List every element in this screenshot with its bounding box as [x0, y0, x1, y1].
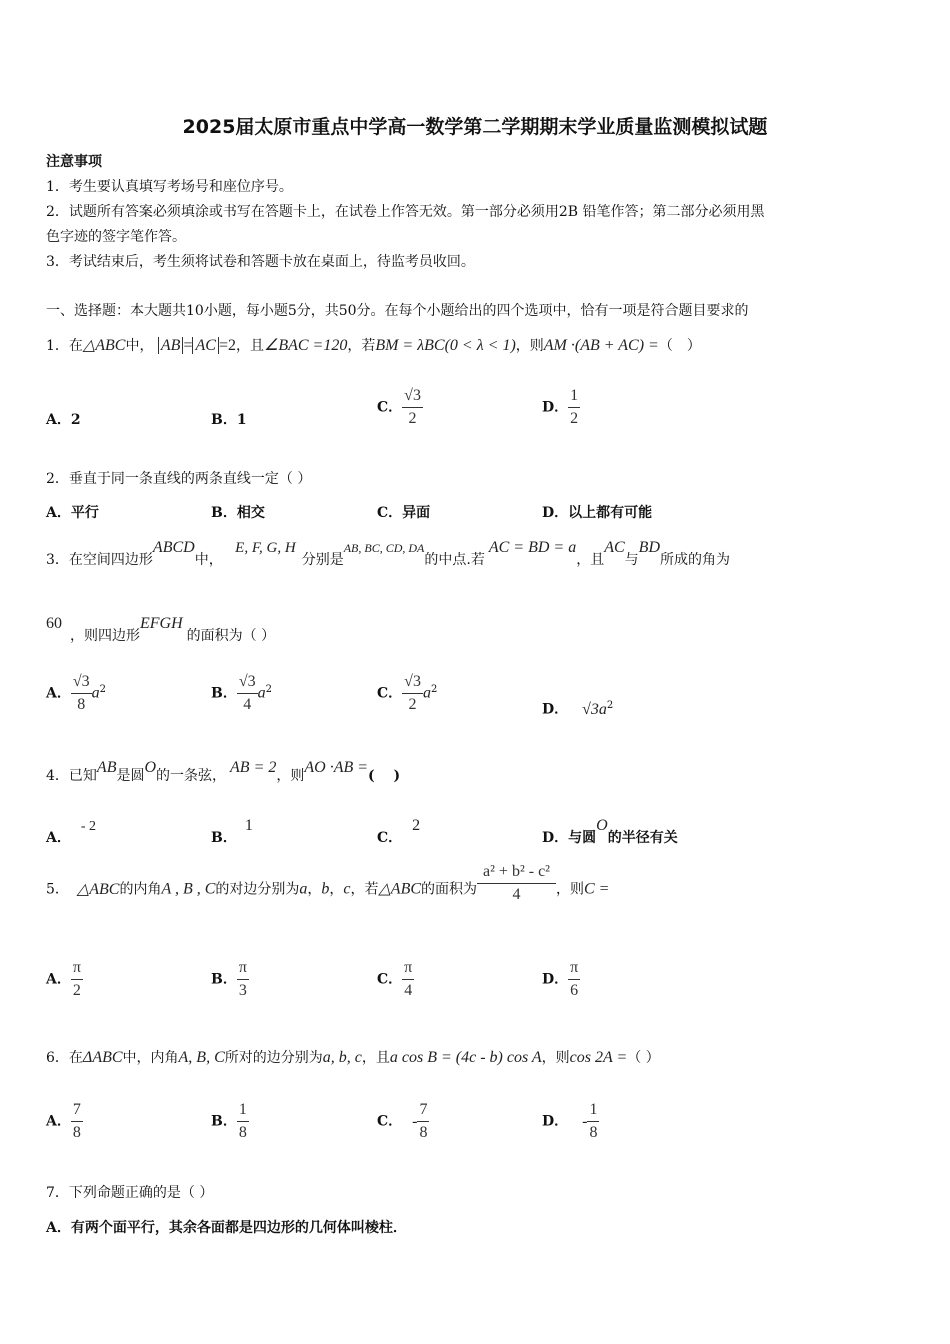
q1-option-a[interactable]: [46, 410, 81, 430]
q6-angles: A, B, C: [178, 1049, 225, 1066]
q5-a: a: [299, 880, 308, 898]
question-1: [46, 336, 701, 356]
numerator: π: [72, 959, 81, 976]
option-fraction: [402, 958, 414, 1001]
q1-am: AM ·(AB + AC) =: [543, 337, 659, 354]
q4-dot: AO ·AB =: [304, 759, 369, 776]
notice-item-1: 1．考生要认真填写考场号和座位序号。: [46, 179, 293, 195]
q3-points: E, F, G, H: [235, 540, 296, 556]
option-value: 1: [236, 412, 247, 428]
numerator: a² + b² - c²: [483, 863, 550, 880]
comma: ，: [307, 881, 322, 898]
question-3-cont: [46, 614, 276, 644]
q5-text: 的面积为: [421, 881, 478, 898]
q2-option-a[interactable]: A．平行: [46, 505, 99, 521]
q1-text: ，则: [515, 338, 544, 354]
q5-angles: A , B , C: [161, 880, 216, 898]
option-label: B．: [211, 971, 237, 988]
q4-option-b[interactable]: [211, 816, 253, 846]
comma: ，: [329, 881, 344, 898]
option-value: 2: [412, 817, 421, 834]
q3-text: 与: [624, 552, 639, 568]
option-value: 2: [70, 412, 81, 428]
q7-option-a[interactable]: A．有两个面平行，其余各面都是四边形的几何体叫棱柱．: [46, 1220, 407, 1236]
q5-triangle: △ABC: [378, 880, 422, 898]
denominator: 2: [570, 410, 579, 427]
question-4: [46, 758, 401, 784]
q3-option-b[interactable]: [211, 672, 272, 715]
q1-option-d[interactable]: [542, 386, 580, 429]
option-fraction: [417, 1100, 429, 1143]
q3-text: 的中点.若: [424, 552, 485, 568]
denominator: 4: [512, 886, 521, 903]
q4-eq: AB = 2: [230, 759, 277, 776]
numerator: √3: [404, 387, 421, 404]
exponent: 2: [265, 683, 272, 695]
var-a: a: [422, 684, 431, 702]
option-fraction: [71, 672, 92, 715]
q4-text: ，则: [276, 768, 305, 784]
option-fraction: [71, 1100, 83, 1143]
numerator: π: [570, 959, 579, 976]
q4-option-d[interactable]: [542, 816, 678, 846]
option-label: C．: [377, 1113, 403, 1130]
numerator: 1: [570, 387, 579, 404]
option-value: 1: [244, 817, 253, 834]
q5-area-fraction: [477, 862, 556, 905]
denominator: 3: [238, 982, 247, 999]
q1-triangle: △ABC: [82, 337, 126, 354]
option-label: D．: [542, 1113, 569, 1130]
numerator: π: [238, 959, 247, 976]
denominator: 8: [419, 1124, 428, 1141]
denominator: 2: [72, 982, 81, 999]
q6-option-b[interactable]: [211, 1100, 249, 1143]
q6-option-a[interactable]: [46, 1100, 83, 1143]
option-label: B．: [211, 830, 237, 846]
q4-text: 已知: [68, 768, 97, 784]
q4-text: 是圆: [116, 768, 145, 784]
option-label: B．: [211, 1113, 237, 1130]
q3-option-c[interactable]: [377, 672, 437, 715]
q1-text: 中，: [125, 338, 154, 354]
q3-option-d[interactable]: [542, 696, 613, 720]
option-fraction: [237, 672, 258, 715]
q5-triangle: △ABC: [76, 880, 120, 898]
notice-heading: 注意事项: [46, 154, 102, 170]
q6-option-c[interactable]: [377, 1100, 429, 1143]
denominator: 8: [77, 696, 86, 713]
var-a: a: [257, 684, 266, 702]
q6-text: ，则: [541, 1050, 570, 1066]
denominator: 4: [404, 982, 413, 999]
question-2: 2．垂直于同一条直线的两条直线一定（ ）: [46, 471, 312, 487]
option-label: C．: [377, 685, 403, 702]
page-title: 2025届太原市重点中学高一数学第二学期期末学业质量监测模拟试题: [182, 116, 768, 138]
question-7: 7．下列命题正确的是（ ）: [46, 1185, 214, 1201]
q3-text: 中，: [194, 552, 223, 568]
q3-number: 3．: [46, 552, 69, 568]
denominator: 4: [243, 696, 252, 713]
question-6: [46, 1048, 660, 1068]
q3-efgh: EFGH: [140, 615, 183, 632]
option-label: A．: [46, 412, 71, 428]
option-label: B．: [211, 412, 237, 428]
q6-eq: a cos B = (4c - b) cos A: [389, 1049, 542, 1066]
numerator: 1: [238, 1101, 247, 1118]
q3-text: ，且: [576, 552, 605, 568]
q6-option-d[interactable]: [542, 1100, 599, 1143]
option-label: D．: [542, 399, 569, 416]
denominator: 8: [72, 1124, 81, 1141]
notice-item-3: 3．考试结束后，考生须将试卷和答题卡放在桌面上，待监考员收回。: [46, 254, 475, 270]
q4-option-c[interactable]: [377, 816, 421, 846]
option-fraction: [402, 672, 423, 715]
q5-text: ，若: [350, 881, 379, 898]
option-fraction: [587, 1100, 599, 1143]
q6-text: 中，内角: [122, 1050, 179, 1066]
negative-sign: -: [582, 1112, 588, 1130]
q6-triangle: ΔABC: [82, 1049, 123, 1066]
option-fraction: [568, 958, 580, 1001]
option-fraction: [237, 1100, 249, 1143]
q3-text: 所成的角为: [660, 552, 730, 568]
section-heading: 一、选择题：本大题共10小题，每小题5分，共50分。在每个小题给出的四个选项中，恰有一项是符合题目要求的: [46, 303, 749, 319]
exponent: 2: [430, 683, 438, 695]
q4-o: O: [144, 759, 157, 776]
q1-option-c[interactable]: [377, 386, 423, 429]
q1-abs-eq: =: [183, 337, 193, 354]
q1-bm: BM = λBC(0 < λ < 1): [375, 337, 516, 354]
q1-text: 在: [68, 338, 83, 354]
option-label: A．: [46, 830, 71, 846]
q5-option-d[interactable]: [542, 958, 580, 1001]
q3-text: ，则四边形: [70, 628, 140, 644]
q3-bd: BD: [638, 539, 660, 556]
q5-text: ，则: [555, 881, 584, 898]
q6-text: 在: [68, 1050, 83, 1066]
option-value: - 2: [80, 819, 97, 834]
q2-option-d[interactable]: D．以上都有可能: [542, 505, 653, 521]
option-o: O: [596, 817, 608, 834]
q3-text: 分别是: [301, 552, 344, 568]
denominator: 2: [408, 696, 417, 713]
q5-option-c[interactable]: [377, 958, 414, 1001]
numerator: √3: [238, 673, 256, 690]
q5-text: 的对边分别为: [215, 881, 300, 898]
q5-text: 的内角: [119, 881, 162, 898]
q6-paren: （ ）: [627, 1050, 660, 1066]
option-label: A．: [46, 971, 71, 988]
q5-option-b[interactable]: [211, 958, 249, 1001]
option-label: B．: [211, 685, 237, 702]
question-5: [46, 863, 610, 905]
q5-option-a[interactable]: [46, 958, 83, 1001]
option-value: 与圆: [568, 830, 597, 846]
numerator: 7: [72, 1101, 81, 1118]
numerator: 7: [419, 1101, 428, 1118]
q1-text: ，若: [347, 338, 376, 354]
numerator: 1: [589, 1101, 598, 1118]
option-label: C．: [377, 971, 403, 988]
option-fraction: [402, 386, 423, 429]
option-label: C．: [377, 399, 403, 416]
option-label: C．: [377, 830, 403, 846]
option-fraction: [71, 958, 83, 1001]
q3-option-a[interactable]: [46, 672, 106, 715]
q4-ab: AB: [96, 759, 117, 776]
denominator: 2: [408, 410, 417, 427]
q6-cos2a: cos 2A =: [569, 1049, 628, 1066]
q3-degree: 60: [46, 615, 62, 632]
q1-paren: （ ）: [658, 338, 701, 354]
q5-c-eq: C =: [583, 880, 610, 898]
option-fraction: [568, 386, 580, 429]
q5-number: 5．: [46, 881, 69, 898]
denominator: 8: [238, 1124, 247, 1141]
q3-text: 在空间四边形: [68, 552, 153, 568]
q4-option-a[interactable]: [46, 816, 97, 846]
q4-text: 的一条弦，: [156, 768, 227, 784]
exponent: 2: [99, 683, 107, 695]
option-label: D．: [542, 701, 569, 718]
q1-text: ，且: [235, 338, 264, 354]
option-value: 的半径有关: [607, 830, 678, 846]
numerator: π: [404, 959, 413, 976]
option-label: D．: [542, 830, 569, 846]
option-fraction: [237, 958, 249, 1001]
q1-angle: ∠BAC =120: [263, 337, 348, 354]
exponent: 2: [606, 700, 614, 711]
q1-abs-ab: AB: [158, 337, 184, 354]
q1-number: 1．: [46, 338, 69, 354]
option-label: A．: [46, 1113, 71, 1130]
notice-item-2: 2．试题所有答案必须填涂或书写在答题卡上，在试卷上作答无效。第一部分必须用2B 铅笔作答；第二部分必须用黑: [46, 204, 765, 220]
q6-text: ，且: [361, 1050, 390, 1066]
q1-abs-ac: AC: [192, 337, 218, 354]
var-a: a: [91, 684, 100, 702]
negative-sign: -: [412, 1112, 418, 1130]
q3-text: 的面积为（ ）: [186, 628, 276, 644]
denominator: 8: [589, 1124, 598, 1141]
option-label: D．: [542, 971, 569, 988]
q6-number: 6．: [46, 1050, 69, 1066]
q6-sides: a, b, c: [322, 1049, 362, 1066]
q1-abs-value: =2: [218, 337, 236, 354]
denominator: 6: [570, 982, 579, 999]
q5-b: b: [321, 880, 330, 898]
question-3: [46, 538, 730, 568]
q3-ac: AC: [604, 539, 625, 556]
numerator: √3: [72, 673, 90, 690]
notice-item-2-cont: 色字迹的签字笔作答。: [46, 229, 186, 245]
q3-sides: AB, BC, CD, DA: [343, 541, 425, 555]
q4-paren: ( ): [368, 768, 401, 784]
option-label: A．: [46, 685, 71, 702]
q6-text: 所对的边分别为: [224, 1050, 323, 1066]
q1-option-b[interactable]: [211, 410, 247, 430]
option-value: √3a: [582, 700, 607, 718]
q4-number: 4．: [46, 768, 69, 784]
q3-eq: AC = BD = a: [488, 539, 577, 556]
q2-option-b[interactable]: B．相交: [211, 505, 265, 521]
q2-option-c[interactable]: C．异面: [377, 505, 431, 521]
q3-abcd: ABCD: [152, 539, 195, 556]
q5-c: c: [343, 880, 351, 898]
numerator: √3: [404, 673, 421, 690]
